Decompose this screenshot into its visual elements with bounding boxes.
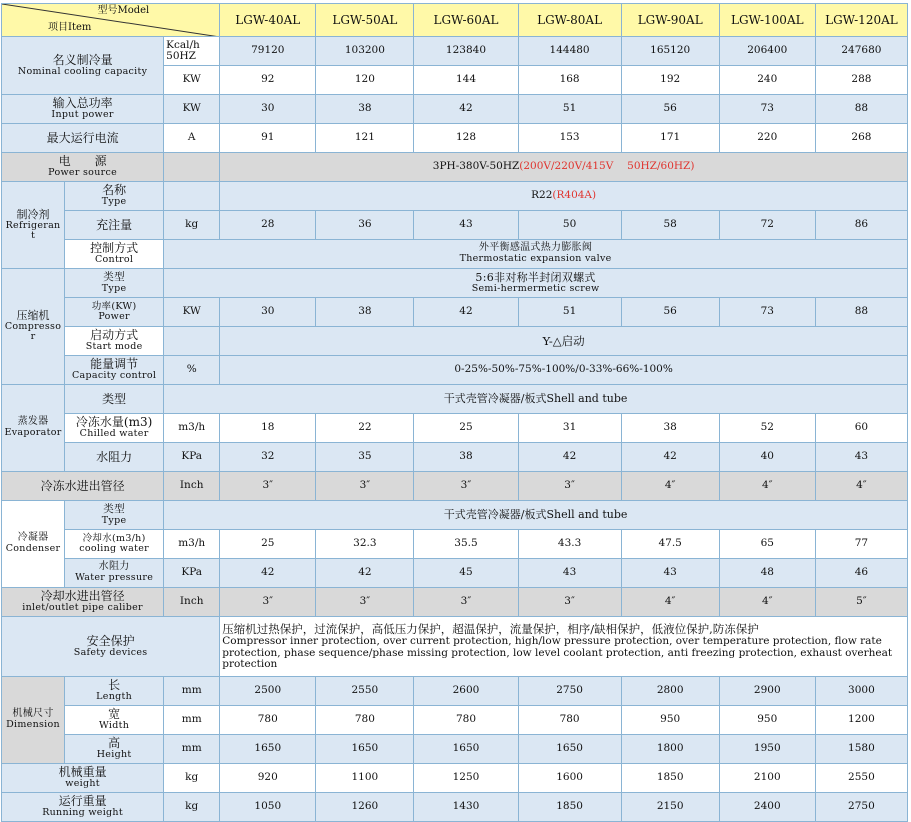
evaporator-resist-row	[2, 443, 908, 472]
dimension-length-row	[2, 677, 908, 706]
evaporator-water-label: 冷冻水量(m3) Chilled water	[65, 414, 164, 443]
evaporator-resist-value: 35	[316, 443, 414, 472]
compressor-power-unit: KW	[164, 298, 220, 327]
running-weight-row	[2, 793, 908, 822]
compressor-power-row	[2, 298, 908, 327]
refrigerant-charge-value: 50	[518, 211, 621, 240]
machine-weight-row	[2, 764, 908, 793]
running-weight-value: 1850	[518, 793, 621, 822]
chilled-pipe-value: 3″	[518, 472, 621, 501]
evaporator-water-value: 18	[220, 414, 316, 443]
model-header: LGW-60AL	[414, 4, 518, 37]
cooling-pipe-value: 3″	[414, 588, 518, 617]
cooling-kw-unit: KW	[164, 66, 220, 95]
power-source-row	[2, 153, 908, 182]
model-header: LGW-40AL	[220, 4, 316, 37]
compressor-start-row	[2, 327, 908, 356]
cooling-kw-value: 168	[518, 66, 621, 95]
refrigerant-charge-value: 72	[719, 211, 815, 240]
compressor-capacity-row	[2, 356, 908, 385]
refrigerant-charge-value: 86	[815, 211, 907, 240]
condenser-resist-value: 48	[719, 559, 815, 588]
refrigerant-control-row	[2, 240, 908, 269]
spec-table	[1, 3, 908, 822]
evaporator-water-value: 38	[621, 414, 719, 443]
condenser-resist-label: 水阻力 Water pressure	[65, 559, 164, 588]
dimension-height-value: 1650	[414, 735, 518, 764]
dimension-height-value: 1950	[719, 735, 815, 764]
model-label: 型号Model	[97, 5, 150, 16]
max-current-value: 268	[815, 124, 907, 153]
evaporator-water-row	[2, 414, 908, 443]
dimension-length-value: 2600	[414, 677, 518, 706]
cooling-pipe-label: 冷却水进出管径 inlet/outlet pipe caliber	[2, 588, 164, 617]
model-header: LGW-80AL	[518, 4, 621, 37]
input-power-value: 73	[719, 95, 815, 124]
dimension-length-label: 长 Length	[65, 677, 164, 706]
condenser-resist-unit: KPa	[164, 559, 220, 588]
compressor-group-label: 压缩机 Compressor	[2, 269, 65, 385]
compressor-capacity-unit: %	[164, 356, 220, 385]
running-weight-label: 运行重量 Running weight	[2, 793, 164, 822]
compressor-power-value: 73	[719, 298, 815, 327]
dimension-length-value: 2900	[719, 677, 815, 706]
compressor-start-value: Y-△启动	[220, 327, 908, 356]
machine-weight-unit: kg	[164, 764, 220, 793]
refrigerant-charge-unit: kg	[164, 211, 220, 240]
power-source-label: 电 源 Power source	[2, 153, 164, 182]
cooling-kcal-unit: Kcal/h 50HZ	[164, 37, 220, 66]
dimension-length-value: 3000	[815, 677, 907, 706]
input-power-value: 88	[815, 95, 907, 124]
evaporator-group-label: 蒸发器 Evaporator	[2, 385, 65, 472]
max-current-value: 153	[518, 124, 621, 153]
chilled-pipe-value: 4″	[621, 472, 719, 501]
machine-weight-value: 2100	[719, 764, 815, 793]
machine-weight-value: 2550	[815, 764, 907, 793]
condenser-water-value: 77	[815, 530, 907, 559]
max-current-value: 220	[719, 124, 815, 153]
model-header: LGW-100AL	[719, 4, 815, 37]
condenser-water-label: 冷却水(m3/h) cooling water	[65, 530, 164, 559]
condenser-water-value: 65	[719, 530, 815, 559]
dimension-width-value: 950	[621, 706, 719, 735]
cooling-kw-value: 144	[414, 66, 518, 95]
dimension-group-label: 机械尺寸 Dimension	[2, 677, 65, 764]
evaporator-resist-label: 水阻力	[65, 443, 164, 472]
condenser-resist-value: 42	[316, 559, 414, 588]
dimension-width-value: 780	[414, 706, 518, 735]
max-current-value: 91	[220, 124, 316, 153]
running-weight-unit: kg	[164, 793, 220, 822]
compressor-start-unit	[164, 327, 220, 356]
chilled-pipe-value: 3″	[414, 472, 518, 501]
evaporator-resist-value: 43	[815, 443, 907, 472]
chilled-pipe-row	[2, 472, 908, 501]
dimension-length-value: 2750	[518, 677, 621, 706]
cooling-kcal-value: 247680	[815, 37, 907, 66]
evaporator-type-label: 类型	[65, 385, 164, 414]
header-row	[2, 4, 908, 37]
evaporator-water-value: 25	[414, 414, 518, 443]
running-weight-value: 1430	[414, 793, 518, 822]
dimension-length-value: 2500	[220, 677, 316, 706]
refrigerant-charge-value: 58	[621, 211, 719, 240]
dimension-height-value: 1650	[518, 735, 621, 764]
compressor-power-value: 56	[621, 298, 719, 327]
cooling-label: 名义制冷量 Nominal cooling capacity	[2, 37, 164, 95]
cooling-kcal-value: 206400	[719, 37, 815, 66]
condenser-water-value: 32.3	[316, 530, 414, 559]
condenser-water-value: 35.5	[414, 530, 518, 559]
cooling-kw-value: 120	[316, 66, 414, 95]
input-power-unit: KW	[164, 95, 220, 124]
cooling-kcal-value: 103200	[316, 37, 414, 66]
chilled-pipe-unit: Inch	[164, 472, 220, 501]
machine-weight-value: 920	[220, 764, 316, 793]
machine-weight-label: 机械重量 weight	[2, 764, 164, 793]
dimension-width-value: 950	[719, 706, 815, 735]
compressor-power-value: 42	[414, 298, 518, 327]
power-source-value: 3PH-380V-50HZ(200V/220V/415V 50HZ/60HZ)	[220, 153, 908, 182]
input-power-value: 42	[414, 95, 518, 124]
compressor-start-label: 启动方式 Start mode	[65, 327, 164, 356]
evaporator-resist-unit: KPa	[164, 443, 220, 472]
compressor-type-value: 5:6非对称半封闭双螺式 Semi-hermermetic screw	[164, 269, 908, 298]
model-header: LGW-120AL	[815, 4, 907, 37]
compressor-power-value: 51	[518, 298, 621, 327]
compressor-capacity-label: 能量调节 Capacity control	[65, 356, 164, 385]
condenser-group-label: 冷凝器 Condenser	[2, 501, 65, 588]
input-power-value: 56	[621, 95, 719, 124]
refrigerant-type-label: 名称 Type	[65, 182, 164, 211]
compressor-type-row	[2, 269, 908, 298]
condenser-type-value: 干式壳管冷凝器/板式Shell and tube	[164, 501, 908, 530]
model-header: LGW-90AL	[621, 4, 719, 37]
condenser-resist-row	[2, 559, 908, 588]
evaporator-type-value: 干式壳管冷凝器/板式Shell and tube	[164, 385, 908, 414]
dimension-length-value: 2550	[316, 677, 414, 706]
compressor-power-value: 88	[815, 298, 907, 327]
cooling-pipe-unit: Inch	[164, 588, 220, 617]
dimension-width-value: 780	[316, 706, 414, 735]
condenser-resist-value: 43	[621, 559, 719, 588]
condenser-water-unit: m3/h	[164, 530, 220, 559]
cooling-pipe-value: 3″	[220, 588, 316, 617]
dimension-width-value: 1200	[815, 706, 907, 735]
dimension-height-value: 1800	[621, 735, 719, 764]
condenser-resist-value: 42	[220, 559, 316, 588]
machine-weight-value: 1850	[621, 764, 719, 793]
evaporator-type-row	[2, 385, 908, 414]
condenser-type-row	[2, 501, 908, 530]
dimension-width-unit: mm	[164, 706, 220, 735]
input-power-value: 30	[220, 95, 316, 124]
condenser-water-value: 43.3	[518, 530, 621, 559]
running-weight-value: 1260	[316, 793, 414, 822]
machine-weight-value: 1250	[414, 764, 518, 793]
dimension-length-value: 2800	[621, 677, 719, 706]
compressor-power-value: 30	[220, 298, 316, 327]
safety-value: 压缩机过热保护，过流保护，高低压力保护，超温保护，流量保护，相序/缺相保护，低液位保护,防冻保护 Compressor inner protection, over current protection, high/low pressure protection, over temperature protection, flow rate protection, phase sequence/phase missing protection, low level coolant protection, anti freezing protection, exhaust overheat protection	[220, 617, 908, 677]
evaporator-resist-value: 38	[414, 443, 518, 472]
evaporator-resist-value: 42	[518, 443, 621, 472]
dimension-width-label: 宽 Width	[65, 706, 164, 735]
cooling-kcal-value: 79120	[220, 37, 316, 66]
dimension-height-label: 高 Height	[65, 735, 164, 764]
refrigerant-control-label: 控制方式 Control	[65, 240, 164, 269]
condenser-water-value: 47.5	[621, 530, 719, 559]
cooling-kcal-row	[2, 37, 908, 66]
condenser-resist-value: 45	[414, 559, 518, 588]
chilled-pipe-value: 3″	[316, 472, 414, 501]
max-current-value: 171	[621, 124, 719, 153]
evaporator-resist-value: 42	[621, 443, 719, 472]
evaporator-water-unit: m3/h	[164, 414, 220, 443]
item-label: 项目Item	[48, 22, 92, 34]
compressor-type-label: 类型 Type	[65, 269, 164, 298]
evaporator-resist-value: 40	[719, 443, 815, 472]
refrigerant-group-label: 制冷剂 Refrigerant	[2, 182, 65, 269]
max-current-unit: A	[164, 124, 220, 153]
max-current-value: 128	[414, 124, 518, 153]
dimension-height-value: 1650	[316, 735, 414, 764]
cooling-kcal-value: 123840	[414, 37, 518, 66]
max-current-label: 最大运行电流	[2, 124, 164, 153]
dimension-height-value: 1650	[220, 735, 316, 764]
max-current-value: 121	[316, 124, 414, 153]
refrigerant-charge-value: 43	[414, 211, 518, 240]
chilled-pipe-value: 4″	[815, 472, 907, 501]
header-corner-cell	[2, 4, 220, 37]
refrigerant-charge-label: 充注量	[65, 211, 164, 240]
running-weight-value: 2150	[621, 793, 719, 822]
cooling-pipe-value: 5″	[815, 588, 907, 617]
dimension-height-row	[2, 735, 908, 764]
input-power-value: 38	[316, 95, 414, 124]
dimension-height-unit: mm	[164, 735, 220, 764]
dimension-length-unit: mm	[164, 677, 220, 706]
machine-weight-value: 1100	[316, 764, 414, 793]
chilled-pipe-label: 冷冻水进出管径	[2, 472, 164, 501]
cooling-kcal-value: 165120	[621, 37, 719, 66]
chilled-pipe-value: 3″	[220, 472, 316, 501]
evaporator-water-value: 31	[518, 414, 621, 443]
cooling-pipe-value: 4″	[719, 588, 815, 617]
running-weight-value: 2400	[719, 793, 815, 822]
cooling-kw-value: 92	[220, 66, 316, 95]
model-header: LGW-50AL	[316, 4, 414, 37]
condenser-water-row	[2, 530, 908, 559]
evaporator-water-value: 52	[719, 414, 815, 443]
running-weight-value: 2750	[815, 793, 907, 822]
chilled-pipe-value: 4″	[719, 472, 815, 501]
max-current-row	[2, 124, 908, 153]
refrigerant-control-value: 外平衡感温式热力膨胀阀 Thermostatic expansion valve	[164, 240, 908, 269]
cooling-kw-value: 192	[621, 66, 719, 95]
refrigerant-type-row	[2, 182, 908, 211]
compressor-power-value: 38	[316, 298, 414, 327]
compressor-capacity-value: 0-25%-50%-75%-100%/0-33%-66%-100%	[220, 356, 908, 385]
safety-row	[2, 617, 908, 677]
running-weight-value: 1050	[220, 793, 316, 822]
refrigerant-type-unit	[164, 182, 220, 211]
dimension-height-value: 1580	[815, 735, 907, 764]
cooling-pipe-value: 3″	[518, 588, 621, 617]
cooling-pipe-value: 4″	[621, 588, 719, 617]
power-source-unit	[164, 153, 220, 182]
cooling-kw-value: 288	[815, 66, 907, 95]
condenser-type-label: 类型 Type	[65, 501, 164, 530]
input-power-row	[2, 95, 908, 124]
evaporator-water-value: 22	[316, 414, 414, 443]
refrigerant-type-value: R22(R404A)	[220, 182, 908, 211]
dimension-width-row	[2, 706, 908, 735]
evaporator-water-value: 60	[815, 414, 907, 443]
cooling-kw-value: 240	[719, 66, 815, 95]
refrigerant-charge-value: 28	[220, 211, 316, 240]
refrigerant-charge-row	[2, 211, 908, 240]
dimension-width-value: 780	[518, 706, 621, 735]
input-power-value: 51	[518, 95, 621, 124]
cooling-kcal-value: 144480	[518, 37, 621, 66]
cooling-pipe-value: 3″	[316, 588, 414, 617]
input-power-label: 输入总功率 Input power	[2, 95, 164, 124]
cooling-pipe-row	[2, 588, 908, 617]
evaporator-resist-value: 32	[220, 443, 316, 472]
condenser-water-value: 25	[220, 530, 316, 559]
condenser-resist-value: 46	[815, 559, 907, 588]
dimension-width-value: 780	[220, 706, 316, 735]
refrigerant-charge-value: 36	[316, 211, 414, 240]
machine-weight-value: 1600	[518, 764, 621, 793]
condenser-resist-value: 43	[518, 559, 621, 588]
compressor-power-label: 功率(KW) Power	[65, 298, 164, 327]
safety-label: 安全保护 Safety devices	[2, 617, 220, 677]
